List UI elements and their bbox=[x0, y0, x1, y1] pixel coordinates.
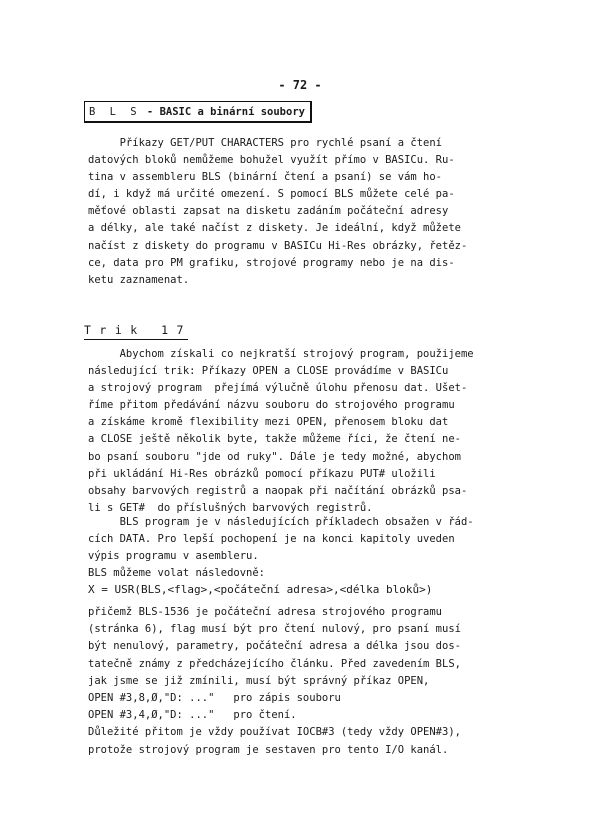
intro-paragraph: Příkazy GET/PUT CHARACTERS pro rychlé psaní a čtení datových bloků nemůžeme bohužel využít přímo v BASICu. Ru- tina v assembleru BLS (binární čtení a psaní) se vám ho- dí, i když má určité omezení. S pomocí BLS můžete celé pa- měťové oblasti zapsat na disketu zadáním počáteční adresy a délky, ale také načíst z diskety. Je ideální, když můžete načíst z diskety do programu v BASICu Hi-Res obrázky, řetěz- ce, data pro PM grafiku, strojové programy nebo je na dis- ketu zaznamenat. bbox=[88, 137, 468, 286]
trick-heading: Trik 17 bbox=[84, 323, 188, 340]
page-number: - 72 - bbox=[278, 78, 322, 92]
usr-formula: X = USR(BLS,<flag>,<počáteční adresa>,<délka bloků>) bbox=[88, 583, 433, 596]
section-title-box bbox=[84, 101, 312, 123]
program-paragraph: BLS program je v následujících příkladech obsažen v řád- cích DATA. Pro lepší pochopení je na konci kapitoly uveden výpis programu v asembleru. BLS můžeme volat následovně: bbox=[88, 516, 474, 580]
section-title-text: - BASIC a binární soubory bbox=[140, 106, 305, 118]
trick-paragraph: Abychom získali co nejkratší strojový program, použijeme následující trik: Příkazy OPEN a CLOSE provádíme v BASICu a strojový program přejímá výlučně úlohu přenosu dat. Ušet- říme přitom předávání názvu souboru do strojového programu a získáme kromě flexibility mezi OPEN, přenosem bloku dat a CLOSE ještě několik byte, takže můžeme říci, že čtení ne- bo psaní souboru "jde od ruky". Dále je tedy možné, abychom při ukládání Hi-Res obrázků pomocí příkazu PUT# uložili obsahy barvových registrů a naopak při načítání obrázků psa- li s GET# do příslušných barvových registrů. bbox=[88, 348, 474, 514]
explanation-paragraph: přičemž BLS-1536 je počáteční adresa strojového programu (stránka 6), flag musí být pro čtení nulový, pro psaní musí být nenulový, parametry, počáteční adresa a délka jsou dos- tatečně známy z předcházejícího článku. Před zavedením BLS, jak jsme se již zmínili, musí být správný příkaz OPEN, OPEN #3,8,Ø,"D: ..." pro zápis souboru OPEN #3,4,Ø,"D: ..." pro čtení. Důležité přitom je vždy používat IOCB#3 (tedy vždy OPEN#3), protože strojový program je sestaven pro tento I/O kanál. bbox=[88, 606, 461, 756]
section-title-abbrev: B L S bbox=[89, 106, 141, 118]
